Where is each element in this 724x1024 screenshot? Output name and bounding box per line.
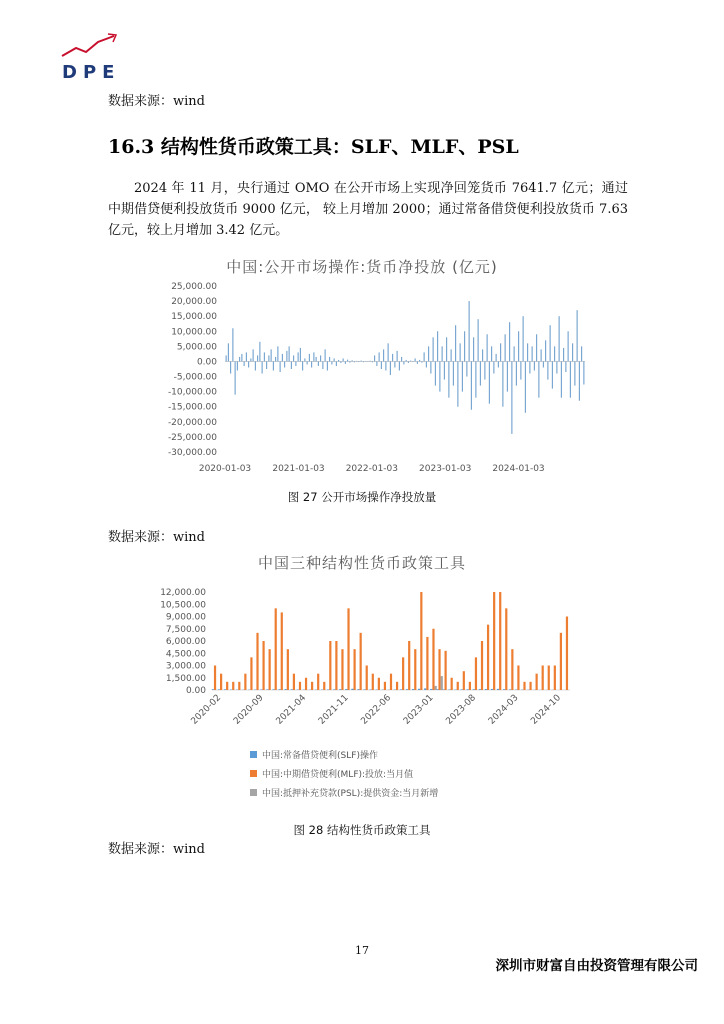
mlf-bar [511,649,513,690]
y-tick-label: 6,000.00 [165,637,206,647]
chart2-legend [250,745,438,802]
mlf-bar [432,629,434,690]
mlf-bar [438,649,440,690]
mlf-bar [469,682,471,690]
mlf-bar [378,678,380,690]
slf-bar [467,689,469,690]
legend-label: 中国:中期借贷便利(MLF):投放:当月值 [262,770,414,780]
mlf-bar [529,682,531,690]
x-tick-label: 2021-01-03 [272,464,325,474]
mlf-bar [451,678,453,690]
slf-bar [509,689,511,690]
chart1-title: 中国:公开市场操作:货币净投放 (亿元) [226,258,498,276]
legend-label: 中国:抵押补充贷款(PSL):提供资金:当月新增 [262,789,439,799]
mlf-bar [548,666,550,691]
x-tick-label: 2022-06 [359,693,394,727]
x-tick-label: 2020-01-03 [198,464,252,474]
mlf-bar [475,657,477,690]
slf-bar [260,689,262,690]
slf-bar [369,689,371,690]
y-tick-label: 10,500.00 [160,600,206,611]
mlf-bar [566,617,568,691]
mlf-bar [396,682,398,690]
slf-bar [424,688,426,690]
slf-bar [497,689,499,690]
logo-text: DPE [62,62,121,82]
y-tick-label: 4,500.00 [165,649,206,660]
y-tick-label: -30,000.00 [167,448,217,458]
mlf-bar [499,592,501,690]
y-tick-label: -15,000.00 [167,402,217,413]
y-tick-label: 5,000.00 [176,342,217,353]
mlf-bar [542,666,544,691]
mlf-bar [238,682,240,690]
mlf-bar [426,637,428,690]
x-tick-label: 2020-02 [189,693,224,727]
mlf-bar [299,682,301,690]
x-tick-label: 2021-04 [274,693,309,727]
slf-bar [461,689,463,690]
mlf-bar [281,612,283,690]
mlf-bar [323,682,325,690]
x-tick-label: 2023-01 [401,693,436,727]
y-tick-label: -25,000.00 [167,432,217,443]
psl-bar [435,686,437,690]
mlf-bar [353,649,355,690]
page-number: 17 [355,944,369,957]
mlf-bar [244,674,246,690]
y-tick-label: -10,000.00 [167,387,217,398]
y-tick-label: 7,500.00 [165,624,206,635]
mlf-bar [481,641,483,690]
x-tick-label: 2022-01-03 [345,464,399,474]
slf-bar [285,689,287,690]
chart1-caption: 图 27 公开市场操作净投放量 [287,490,437,504]
mlf-bar [420,592,422,690]
legend-swatch [250,770,257,777]
mlf-bar [487,625,489,690]
y-tick-label: 0.00 [185,686,206,696]
slf-bar [448,689,450,690]
slf-bar [418,689,420,690]
slf-bar [430,689,432,690]
mlf-bar [372,674,374,690]
mlf-bar [457,682,459,690]
slf-bar [272,689,274,690]
x-tick-label: 2024-03 [486,693,521,727]
slf-bar [485,689,487,690]
y-tick-label: -20,000.00 [167,417,217,428]
legend-swatch [250,751,257,758]
legend-item-slf [250,745,438,764]
y-tick-label: 0.00 [196,357,217,368]
y-tick-label: 9,000.00 [165,612,206,623]
psl-bar [441,676,443,690]
data-source: 数据来源：wind [108,94,205,109]
slf-bar [218,689,220,690]
mlf-bar [408,641,410,690]
mlf-bar [347,608,349,690]
mlf-bar [214,666,216,691]
y-tick-label: 1,500.00 [165,673,206,684]
x-tick-label: 2024-01-03 [492,464,545,474]
slf-bar [473,689,475,690]
mlf-bar [311,682,313,690]
slf-bar [266,689,268,690]
dpe-logo [58,30,128,82]
mlf-bar [360,633,362,690]
legend-item-mlf [250,764,438,783]
chart1-svg [150,280,600,480]
slf-bar [212,689,214,690]
slf-bar [278,689,280,690]
mlf-bar [341,649,343,690]
y-tick-label: 15,000.00 [171,312,217,323]
slf-bar [491,689,493,690]
slf-bar [363,689,365,690]
mlf-bar [402,657,404,690]
legend-swatch [250,789,257,796]
mlf-bar [390,674,392,690]
slf-bar [327,689,329,690]
mlf-bar [505,608,507,690]
mlf-bar [554,666,556,691]
mlf-bar [445,651,447,690]
legend-label: 中国:常备借贷便利(SLF)操作 [262,751,378,761]
body-paragraph: 2024 年 11 月，央行通过 OMO 在公开市场上实现净回笼货币 7641.7 亿元；通过中期借贷便利投放货币 9000 亿元， 较上月增加 2000；通过常备借贷便利投放货币 7.63 亿元，较上月增加 3.42 亿元。 [108,181,628,238]
y-tick-label: 20,000.00 [171,297,217,308]
slf-bar [400,689,402,690]
y-tick-label: 12,000.00 [160,588,206,598]
slf-bar [291,689,293,690]
data-source: 数据来源：wind [108,842,205,857]
chart2-title: 中国三种结构性货币政策工具 [257,554,466,572]
slf-bar [503,689,505,690]
mlf-bar [220,674,222,690]
mlf-bar [536,674,538,690]
mlf-bar [305,678,307,690]
mlf-bar [493,592,495,690]
mlf-bar [560,633,562,690]
slf-bar [345,689,347,690]
slf-bar [351,689,353,690]
y-tick-label: 3,000.00 [165,661,206,672]
mlf-bar [226,682,228,690]
mlf-bar [517,666,519,691]
slf-bar [357,689,359,690]
x-tick-label: 2020-09 [232,693,266,727]
data-source: 数据来源：wind [108,530,205,545]
slf-bar [339,689,341,690]
slf-bar [224,689,226,690]
slf-bar [333,689,335,690]
mlf-bar [232,682,234,690]
x-tick-label: 2023-08 [444,693,479,727]
mlf-bar [293,674,295,690]
section-heading: 16.3 结构性货币政策工具：SLF、MLF、PSL [108,136,519,158]
y-tick-label: -5,000.00 [173,372,217,383]
mlf-bar [384,682,386,690]
x-tick-label: 2021-11 [316,693,351,727]
slf-bar [412,689,414,690]
mlf-bar [269,649,271,690]
slf-bar [406,689,408,690]
logo-arrow-icon [58,30,128,82]
mlf-bar [317,674,319,690]
mlf-bar [256,633,258,690]
company-name: 深圳市财富自由投资管理有限公司 [495,958,698,974]
mlf-bar [463,671,465,690]
y-tick-label: 10,000.00 [171,327,217,338]
x-tick-label: 2023-01-03 [419,464,472,474]
mlf-bar [275,608,277,690]
mlf-bar [262,641,264,690]
mlf-bar [523,682,525,690]
mlf-bar [335,641,337,690]
chart2-caption: 图 28 结构性货币政策工具 [293,823,431,837]
mlf-bar [414,649,416,690]
mlf-bar [329,641,331,690]
mlf-bar [366,666,368,691]
legend-item-psl [250,783,438,802]
y-tick-label: 25,000.00 [171,282,217,292]
chart2-svg [150,580,590,740]
mlf-bar [250,657,252,690]
x-tick-label: 2024-10 [529,693,564,727]
mlf-bar [287,649,289,690]
slf-bar [479,689,481,690]
